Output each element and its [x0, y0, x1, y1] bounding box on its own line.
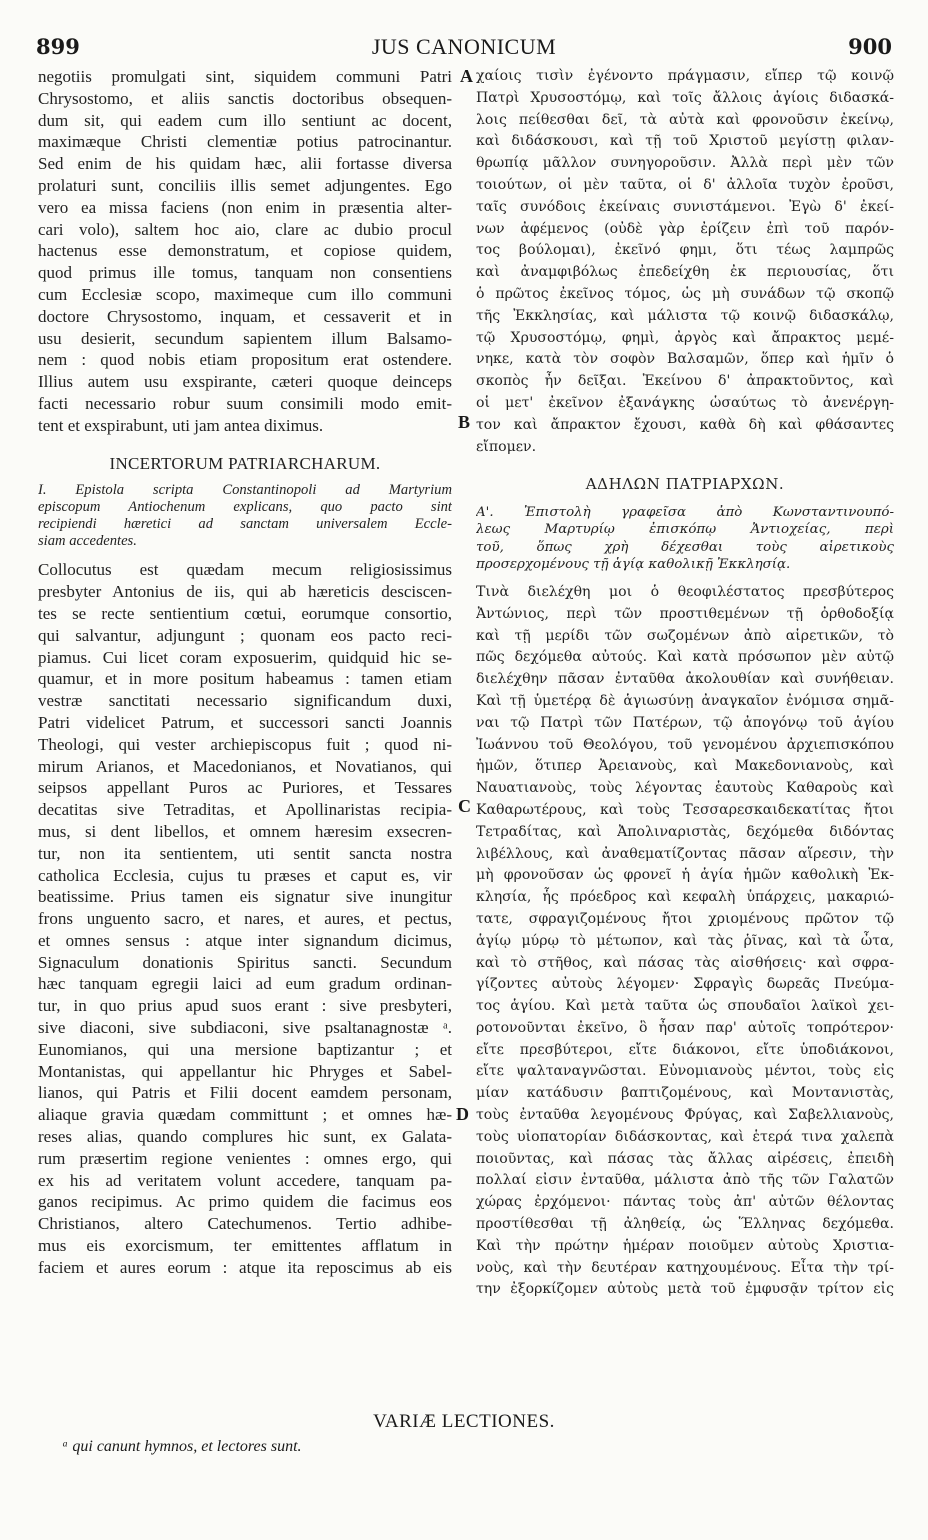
greek-paragraph-1: [476, 66, 894, 458]
text-line: Illius autem usu exspirante, cæteri quoque deinceps: [38, 372, 452, 392]
text-line: νοὺς, καὶ τὴν δευτέραν κατηχουμένους. Εἶτα τὴν τρί-: [476, 1259, 894, 1276]
text-line: Theologi, qui vester archiepiscopus fuit ; quod ni-: [38, 734, 452, 754]
text-line: quod primus ille tomus, tanquam non consentiens: [38, 263, 452, 283]
text-line: mirum Arianos, et Macedonianos, et Novatianos, qui: [38, 756, 452, 776]
text-line: Montanistas, qui appellantur hic Phryges et Sabel-: [38, 1061, 452, 1081]
text-line: qui salvantur, adjungunt ; quonam eos pacto reci-: [38, 625, 452, 645]
text-line: σκοπὸς ἦν δεῖξαι. Ἐκείνου δ' ἀπρακτοῦντος, καὶ: [476, 373, 894, 390]
greek-paragraph-2: [476, 582, 894, 1301]
text-line: τον καὶ ἄπρακτον ἔχουσι, καθὰ δὴ καὶ φθάσαντες: [476, 416, 894, 433]
text-line: τοὺς ἐνταῦθα λεγομένους Φρύγας, καὶ Σαβελλιανοὺς,: [476, 1107, 894, 1124]
running-header: [36, 34, 892, 62]
text-line: τῆς Ἐκκλησίας, καὶ μάλιστα τῷ κοινῷ διδασκάλῳ,: [476, 307, 894, 324]
latin-paragraph-1: [38, 66, 452, 437]
text-line: sive diaconi, sive subdiaconi, sive psaltanagnostæ ᵃ.: [38, 1018, 452, 1038]
text-line: τῷ Χρυσοστόμῳ, φημὶ, ἀργὸς καὶ ἄπρακτος μεμέ-: [476, 329, 894, 346]
text-line: tes se recte sentientium cœtui, eorumque consortio,: [38, 603, 452, 623]
text-line: τοιούτων, οἱ μὲν ταῦτα, οἱ δ' ἀλλοῖα τυχὸν ἐροῦσι,: [476, 176, 894, 193]
text-line: frons unguento sacro, et nares, et aures, et pectus,: [38, 909, 452, 929]
text-line: ἡμῶν, ὅτιπερ Ἀρειανοὺς, καὶ Μακεδονιανοὺς, καὶ: [476, 758, 894, 775]
text-line: tur, in quo prius apud suos erant : sive presbyteri,: [38, 996, 452, 1016]
text-line: reses alias, quando complures hic sunt, ex Galata-: [38, 1127, 452, 1147]
text-line: ganos recipimus. Ac primo quidem die facimus eos: [38, 1192, 452, 1212]
margin-letter-a: A: [460, 66, 473, 86]
text-line: λεως Μαρτυρίῳ ἐπισκόπῳ Ἀντιοχείας, περὶ: [476, 522, 894, 538]
text-line: piamus. Cui licet coram exposuerim, quidquid hic se-: [38, 647, 452, 667]
text-line: πολλαί εἰσιν ἐνταῦθα, μάλιστα ἀπὸ τῆς τῶν Γαλατῶν: [476, 1172, 894, 1189]
text-line: ροτονοῦνται ἐκεῖνο, ὃ ἦσαν παρ' αὐτοῖς τοπρότερον·: [476, 1019, 894, 1036]
text-line: vero ea missa faciens (non enim in præsentia alter-: [38, 197, 452, 217]
text-line: κλησία, ἧς πρόεδρος καὶ κεφαλὴ ὑπάρχεις, μακαριώ-: [476, 889, 894, 906]
text-line: tur, non ita sentientem, uti sentit sancta nostra: [38, 843, 452, 863]
text-line: beatissime. Prius tamen eis signatur sive inungitur: [38, 887, 452, 907]
text-line: καὶ τὸ στῆθος, καὶ πάσας τὰς αἰσθήσεις· καὶ σφρα-: [476, 954, 894, 971]
text-line: catholica Ecclesia, cujus tu præses et caput es, vir: [38, 865, 452, 885]
text-line: οἱ μετ' ἐκεῖνον ἐξανάγκης ὡσαύτως τὸ ἀνενέργη-: [476, 394, 894, 411]
text-line: et omnes sensus : atque inter signandum dicimus,: [38, 930, 452, 950]
text-line: maximæque Christi clementiæ potius patrocinantur.: [38, 132, 452, 152]
latin-section-title: INCERTORUM PATRIARCHARUM.: [109, 453, 381, 473]
text-line: mus, si dent libellos, et omnem hæresim exsecren-: [38, 821, 452, 841]
text-line: προσερχομένους τῇ ἁγίᾳ καθολικῇ Ἐκκλησίᾳ.: [476, 556, 791, 572]
text-line: Ἰωάννου τοῦ Θεολόγου, τοῦ γενομένου ἀρχιεπισκόπου: [476, 736, 894, 753]
text-line: ναι τῷ Πατρὶ τῶν Πατέρων, τῷ ἀπογόνῳ τοῦ ἁγίου: [476, 714, 894, 731]
margin-letter-b: B: [458, 412, 471, 432]
text-line: εἴτε ψαλταναγνῶσται. Εὐνομιανοὺς μέντοι, τοὺς εἰς: [476, 1063, 894, 1080]
greek-epistle-heading: [476, 504, 894, 573]
text-line: mus eis exorcismum, ter emittentes afflatum in: [38, 1236, 452, 1256]
text-line: hactenus esse demonstratum, et copiose quidem,: [38, 241, 452, 261]
text-line: θρωπίᾳ μᾶλλον συνηγοροῦσιν. Ἀλλὰ περὶ μὲν τῶν: [476, 155, 894, 172]
text-line: episcopum Antiochenum explicans, quo pacto sint: [38, 499, 452, 516]
text-line: Signaculum donationis Spiritus sancti. Secundum: [38, 952, 452, 972]
latin-epistle-heading: [38, 482, 452, 550]
text-line: rum præsertim regione venientes : omnes ergo, qui: [38, 1148, 452, 1168]
text-line: seipsos appellant Puros ac Puriores, et Tessares: [38, 778, 452, 798]
text-line: διελέχθην πᾶσαν ἐνταῦθα ἀκολουθίαν καὶ συνήθειαν.: [476, 671, 894, 688]
text-line: τος βούλομαι), ἐκεῖνό φημι, ὅτι τέως λαμπρῶς: [476, 242, 894, 259]
text-line: usu desierit, secundum sapientem illum Balsamo-: [38, 328, 452, 348]
text-line: ex his ad veritatem volunt accedere, tanquam pa-: [38, 1170, 452, 1190]
text-line: Christianos, altero Catechumenos. Tertio adhibe-: [38, 1214, 452, 1234]
text-line: ἁγίῳ μύρῳ τὸ μέτωπον, καὶ τὰς ῥῖνας, καὶ τὰ ὦτα,: [476, 932, 894, 949]
text-line: cari volo), saltem hoc aio, clare ac dubio procul: [38, 219, 452, 239]
text-line: Patri videlicet Patrum, et successori sancti Joannis: [38, 712, 452, 732]
text-line: τοὺς υἱοπατορίαν διδάσκοντας, καὶ ἑτερά τινα χαλεπὰ: [476, 1128, 894, 1145]
text-line: doctore Chrysostomo, inquam, et cessaverit et in: [38, 306, 452, 326]
text-line: presbyter Antonius de iis, qui ab hæreticis desciscen-: [38, 582, 452, 602]
text-line: Α'. Ἐπιστολὴ γραφεῖσα ἀπὸ Κωνσταντινουπό-: [476, 505, 894, 521]
text-line: Καθαρωτέρους, καὶ τοὺς Τεσσαρεσκαιδεκατίτας ἤτοι: [476, 801, 894, 818]
text-line: νηκε, κατὰ τὸν σοφὸν Βαλσαμῶν, ὅπερ καὶ ἡμῖν ὁ: [476, 351, 894, 368]
text-line: hæc tanquam egregii laici ad eum gradum ordinan-: [38, 974, 452, 994]
text-line: faciem et aures eorum : atque ita reposcimus ab eis: [38, 1257, 452, 1277]
text-line: prolaturi sunt, conciliis illis semet adjungentes. Ego: [38, 175, 452, 195]
text-line: καὶ ἀναμφιβόλως ἐπεδείχθη ἐκ περιουσίας, ὅτι: [476, 264, 894, 281]
text-line: tent et exspirabunt, uti jam antea diximus.: [38, 415, 324, 435]
text-line: καὶ διδάσκουσι, καὶ τῇ τοῦ Χριστοῦ μεγίστῃ φιλαν-: [476, 133, 894, 150]
text-line: τοῦ, ὅπως χρὴ δέχεσθαι τοὺς αἱρετικοὺς: [476, 539, 894, 555]
latin-column: [38, 66, 452, 1279]
text-line: εἴπομεν.: [476, 438, 537, 455]
running-title: JUS CANONICUM: [371, 34, 557, 59]
text-line: ποιοῦντας, καὶ πάσας τὰς ἄλλας αἱρέσεις, ἐπειδὴ: [476, 1150, 894, 1167]
text-line: Collocutus est quædam mecum religiosissimus: [38, 560, 452, 580]
text-line: λιβέλλους, καὶ ἀναθεματίζοντας πᾶσαν αἵρεσιν, τὴν: [476, 845, 894, 862]
latin-paragraph-2: [38, 559, 452, 1278]
text-line: Ναυατιανοὺς, τοὺς λέγοντας ἑαυτοὺς Καθαροὺς καὶ: [476, 780, 894, 797]
text-line: vestræ sanctitati necessario significandum duxi,: [38, 691, 452, 711]
greek-section-title: ΑΔΗΛΩΝ ΠΑΤΡΙΑΡΧΩΝ.: [585, 475, 785, 494]
text-line: γίζοντες αὐτοὺς λέγομεν· Σφραγὶς δωρεᾶς Πνεύμα-: [476, 976, 894, 993]
text-line: I. Epistola scripta Constantinopoli ad Martyrium: [38, 482, 452, 499]
greek-column: [476, 66, 894, 1301]
text-line: τος ἁγίου. Καὶ μετὰ ταῦτα ὡς σπουδαῖοι λαϊκοὶ χει-: [476, 998, 894, 1015]
text-line: nem : quod nobis etiam propositum erat ostendere.: [38, 350, 452, 370]
text-line: Eunomianos, qui una mersione baptizantur ; et: [38, 1039, 452, 1059]
text-line: Πατρὶ Χρυσοστόμῳ, καὶ τοῖς ἄλλοις ἁγίοις διδασκά-: [476, 89, 894, 106]
text-line: Καὶ τὴν πρώτην ἡμέραν ποιοῦμεν αὐτοὺς Χριστια-: [476, 1237, 894, 1254]
text-line: lianos, qui Patris et Filii docent eamdem personam,: [38, 1083, 452, 1103]
text-line: Τετραδίτας, καὶ Ἀπολιναριστὰς, δεχόμεθα διδόντας: [476, 823, 894, 840]
text-line: νων ἀφέμενος (οὐδὲ γὰρ ἐρίζειν ἐπὶ τοῦ παρόν-: [476, 220, 894, 237]
page-number-right: 900: [848, 34, 892, 59]
margin-letter-d: D: [456, 1104, 469, 1124]
text-line: λοις πείθεσθαι δεῖ, τὰ αὐτὰ καὶ φρονοῦσιν ἐκείνῳ,: [476, 111, 894, 128]
text-line: Sed enim de his quidam hæc, alii fortasse diversa: [38, 154, 452, 174]
text-line: χώρας ἐρχόμενοι· πάντας τοὺς ἀπ' αὐτῶν θέλοντας: [476, 1194, 894, 1211]
text-line: εἴτε πρεσβύτεροι, εἴτε διάκονοι, εἴτε ὑποδιάκονοι,: [476, 1041, 894, 1058]
text-line: quamur, et in more positum habeamus : tamen etiam: [38, 669, 452, 689]
text-line: μὴ φρονοῦσαν ὡς φρονεῖ ἡ ἁγία ἡμῶν καθολικὴ Ἐκ-: [476, 867, 894, 884]
text-line: προστίθεσθαι τῇ ἀληθείᾳ, ὡς Ἕλληνας δεχόμεθα.: [476, 1216, 894, 1233]
text-line: μίαν κατάδυσιν βαπτιζομένους, καὶ Μοντανιστὰς,: [476, 1085, 894, 1102]
text-line: cum Ecclesiæ scopo, maximeque cum illo communi: [38, 284, 452, 304]
text-line: recipiendi hæretici ad sanctam universalem Eccle-: [38, 516, 452, 533]
margin-letter-c: C: [458, 796, 471, 816]
text-line: Καὶ τῇ ὑμετέρᾳ δὲ ἁγιωσύνῃ ἀναγκαῖον ἐνόμισα σημᾶ-: [476, 692, 894, 709]
text-line: ταῖς συνόδοις ἐκείναις συνιστάμενοι. Ἐγὼ δ' ἐκεί-: [476, 198, 894, 215]
variae-lectiones-title: VARIÆ LECTIONES.: [373, 1411, 555, 1432]
text-line: negotiis promulgati sint, siquidem communi Patri: [38, 67, 452, 86]
text-line: dum sit, qui eadem cum illo sentiunt ac docent,: [38, 110, 452, 130]
text-line: Τινὰ διελέχθη μοι ὁ θεοφιλέστατος πρεσβύτερος: [476, 583, 894, 600]
text-line: Chrysostomo, et aliis sanctis doctoribus obsequen-: [38, 88, 452, 108]
text-line: την ἐξορκίζομεν αὐτοὺς μετὰ τοῦ ἐμφυσᾷν τρίτον εἰς: [476, 1281, 894, 1298]
text-line: siam accedentes.: [38, 533, 137, 550]
text-line: πῶς δεχόμεθα αὐτούς. Καὶ κατὰ πρόσωπον μὲν αὐτῷ: [476, 649, 894, 666]
footnote: ᵃ qui canunt hymnos, et lectores sunt.: [62, 1438, 302, 1455]
text-line: χαίοις τισὶν ἐγένοντο πράγμασιν, εἴπερ τῷ κοινῷ: [476, 68, 894, 84]
text-line: ὁ πρῶτος ἐκεῖνος τόμος, ὡς μὴ συνάδων τῷ σκοπῷ: [476, 285, 894, 302]
text-line: καὶ τῇ μερίδι τῶν σωζομένων ἀπὸ αἱρετικῶν, τὸ: [476, 627, 894, 644]
text-line: facti necessario robur suum consimili modo emit-: [38, 393, 452, 413]
text-line: τατε, σφραγιζομένους ἤτοι χριομένους πρῶτον τῷ: [476, 910, 894, 927]
page-number-left: 899: [36, 34, 80, 59]
text-line: Ἀντώνιος, περὶ τῶν προστιθεμένων τῇ ὀρθοδοξίᾳ: [476, 605, 894, 622]
text-line: decatitas sive Tetraditas, et Apollinaristas recipia-: [38, 800, 452, 820]
text-line: aliaque gravia quædam committunt ; et omnes hæ-: [38, 1105, 452, 1125]
